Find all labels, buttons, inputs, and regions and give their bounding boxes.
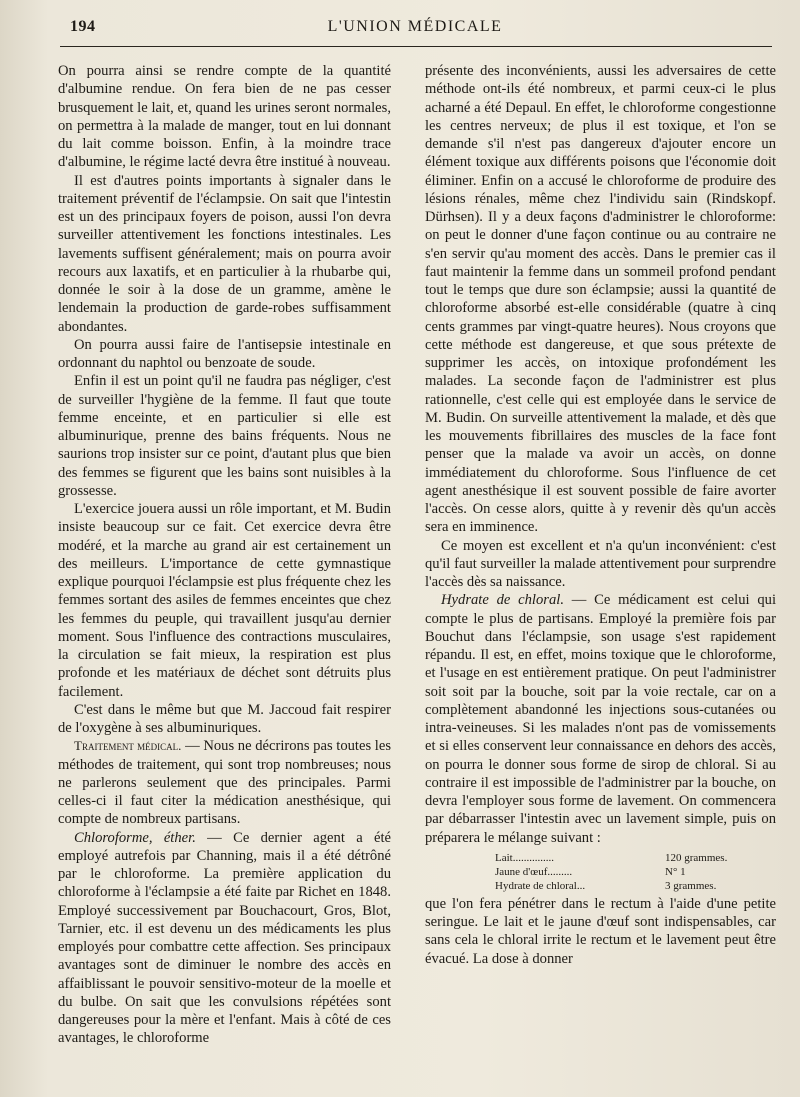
paragraph-text: — Nous ne décrirons pas toutes les méthodes de traitement, qui sont trop nombreuses; nous ne parlerons seulement que des principales. Parmi celles-ci il faut citer la médication anesthésique, qui compte de nombreux partisans. [58,738,391,828]
paragraph: On pourra ainsi se rendre compte de la quantité d'albumine rendue. On fera bien de ne pas cesser brusquement le lait, et, quand les urines seront normales, on permettra à la malade de manger, tout en lui donnant du lait comme boisson. Enfin, à la moindre trace d'albumine, le régime lacté devra être institué à nouveau. [58,63,391,171]
ingredient-qty: N° 1 [665,865,686,878]
recipe-table [495,851,776,893]
recipe-row [495,851,776,865]
section-heading-hydrate: Hydrate de chloral. [441,592,564,609]
left-column [58,62,391,1067]
recipe-row [495,879,776,893]
page-number: 194 [70,18,96,35]
right-column [425,62,776,1067]
paragraph-text: — Ce médicament est celui qui compte le plus de partisans. Employé la première fois par Bouchut dans l'éclampsie, son usage s'est rapidement répandu. Il est, en effet, moins toxique que le chloroforme, et l'usage en est entièrement pratique. On peut l'administrer soit soit par la bouche, soit par la voie rectale, car on a complètement abandonné les injections sous-cutanées ou intra-veineuses. Si les malades n'ont pas de vomissements et si elles conservent leur connaissance en dehors des accès, on pourra le donner sous forme de sirop de chloral. Si au contraire il est impossible de l'administrer par la bouche, on devra l'employer sous forme de lavement. On commencera par débarrasser l'intestin avec un lavement simple, puis on préparera le mélange suivant : [425,592,776,846]
section-heading-traitement: Traitement médical. [74,738,182,754]
ingredient-name: Hydrate de chloral... [495,879,586,892]
page-header [60,18,770,42]
paragraph: présente des inconvénients, aussi les adversaires de cette méthode ont-ils été nombreux, et parmi ceux-ci le plus acharné a été Depaul. En effet, le chloroforme congestionne les centres nerveux; de plus il est toxique, et l'on se demande s'il n'est pas dangereux d'ajouter encore un élément toxique aux différents poisons que l'économie doit éliminer. Enfin on a accusé le chloroforme de produire des lésions rénales, même chez l'individu sain (Rindskopf. Dürhsen). Il y a deux façons d'administrer le chloroforme: on peut le donner d'une façon continue ou au contraire ne s'en servir qu'au moment des accès. Dans le premier cas il faut maintenir la femme dans un sommeil profond pendant tout le temps que dure son éclampsie; aussi la quantité de chloroforme absorbé est-elle considérable (quatre à cinq cents grammes par vingt-quatre heures). Nous croyons que cette méthode est dangereuse, et que sous prétexte de supprimer les accès, on intoxique profondément les malades. La seconde façon de l'administrer est plus rationnelle, c'est celle qui est employée dans le service de M. Budin. On surveille attentivement la malade, et dès que les mouvements fibrillaires des muscles de la face font penser que la malade va avoir un accès, on donne immédiatement du chloroforme. Sous l'influence de cet agent anesthésique il est souvent possible de faire avorter l'accès. On cesse alors, quitte à y revenir dès qu'un accès sera en imminence. [425,63,776,536]
ingredient-name: Jaune d'œuf......... [495,865,573,878]
section-heading-chloroforme: Chloroforme, éther. [74,829,196,846]
paragraph: Il est d'autres points importants à signaler dans le traitement préventif de l'éclampsie. On sait que l'intestin est un des principaux foyers de poison, aussi l'on devra surveiller attentivement les fonctions intestinales. Les lavements suffisent généralement; mais on pourra avoir recours aux laxatifs, et en particulier à la rhubarbe qui, donnée le soir à la dose de un gramme, amène le lendemain la production de garde-robes suffisamment abondantes. [58,172,391,335]
header-rule [60,46,772,47]
paragraph-traitement [58,737,391,828]
recipe-row [495,865,776,879]
paragraph: C'est dans le même but que M. Jaccoud fait respirer de l'oxygène à ses albuminuriques. [58,701,391,736]
paragraph-chloroforme [58,829,391,1048]
ingredient-qty: 3 grammes. [665,879,717,892]
paragraph: que l'on fera pénétrer dans le rectum à l'aide d'une petite seringue. Le lait et le jaune d'œuf sont indispensables, car sans cela le chloral irrite le rectum et le lavement peut être évacué. La dose à donner [425,895,776,967]
paragraph: L'exercice jouera aussi un rôle important, et M. Budin insiste beaucoup sur ce fait. Cet exercice devra être modéré, et la marche au grand air est certainement un des meilleurs. L'importance de cette gymnastique explique pourquoi l'éclampsie est plus fréquente chez les femmes sortant des asiles de femmes enceintes que chez les femmes du peuple, qui travaillent jusqu'au dernier moment. Sous l'influence des contractions musculaires, la circulation se fait mieux, la respiration est plus profonde et les matériaux de déchet sont détruits plus facilement. [58,501,391,700]
ingredient-qty: 120 grammes. [665,851,728,864]
paragraph-hydrate [425,591,776,847]
paragraph: Ce moyen est excellent et n'a qu'un inconvénient: c'est qu'il faut surveiller la malade attentivement pour surprendre l'accès dès sa naissance. [425,537,776,590]
paragraph: On pourra aussi faire de l'antisepsie intestinale en ordonnant du naphtol ou benzoate de soude. [58,336,391,371]
ingredient-name: Lait............... [495,851,554,864]
paragraph-text: — Ce dernier agent a été employé autrefois par Channing, mais il a été détrôné par le chloroforme. La première application du chloroforme à l'éclampsie a été faite par Richet en 1848. Employé successivement par Bouchacourt, Gros, Blot, Tarnier, etc. il est devenu un des médicaments les plus employés pour combattre cette affection. Ses principaux avantages sont de diminuer le nombre des accès en affaiblissant le pouvoir sensitivo-moteur de la moelle et du bulbe. On sait que les convulsions répétées sont dangereuses pour la mère et l'enfant. Mais à côté de ces avantages, le chloroforme [58,829,391,1047]
paragraph: Enfin il est un point qu'il ne faudra pas négliger, c'est de surveiller l'hygiène de la femme. Il faut que toute femme enceinte, et en particulier si elle est albuminurique, prenne des bains fréquents. Nous ne saurions trop insister sur ce point, d'autant plus que bien des femmes se figurent que les bains sont nuisibles à la grossesse. [58,373,391,499]
journal-title: L'UNION MÉDICALE [327,18,503,35]
